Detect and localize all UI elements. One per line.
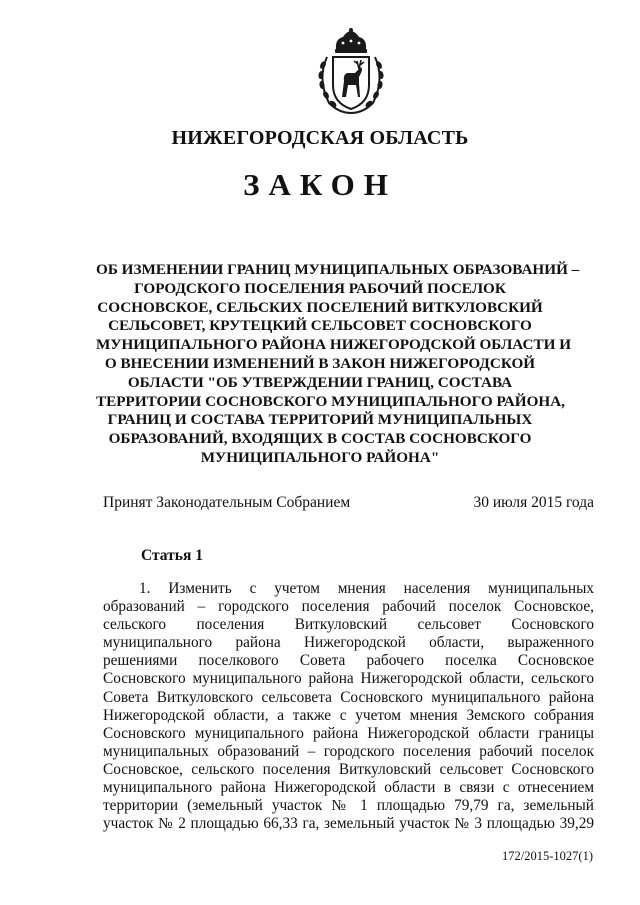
- document-code: 172/2015-1027(1): [502, 849, 593, 863]
- article-line: Сосновское, сельского поселения Виткуловский сельсовет Сосновского: [103, 760, 594, 778]
- article-line: Нижегородской области, а также с учетом мнения Земского собрания: [103, 706, 594, 724]
- article-line: участок № 2 площадью 66,33 га, земельный участок № 3 площадью 39,29: [103, 815, 594, 833]
- law-title-line: ТЕРРИТОРИИ СОСНОВСКОГО МУНИЦИПАЛЬНОГО РАЙОНА,: [96, 392, 565, 410]
- law-title-line: МУНИЦИПАЛЬНОГО РАЙОНА НИЖЕГОРОДСКОЙ ОБЛАСТИ И: [96, 336, 572, 354]
- law-title-line: СЕЛЬСОВЕТ, КРУТЕЦКИЙ СЕЛЬСОВЕТ СОСНОВСКОГО: [108, 317, 532, 335]
- article-line: муниципального района Нижегородской области, выраженного: [103, 634, 594, 652]
- coat-of-arms-icon: [313, 27, 389, 115]
- article-heading: Статья 1: [141, 547, 203, 564]
- law-title-line: ОБЛАСТИ "ОБ УТВЕРЖДЕНИИ ГРАНИЦ, СОСТАВА: [127, 373, 513, 391]
- law-title-line: ГОРОДСКОГО ПОСЕЛЕНИЯ РАБОЧИЙ ПОСЕЛОК: [134, 279, 506, 297]
- article-line: муниципальных образований – городского поселения рабочий поселок: [103, 742, 594, 760]
- law-title-line: ОБ ИЗМЕНЕНИИ ГРАНИЦ МУНИЦИПАЛЬНЫХ ОБРАЗОВАНИЙ –: [96, 261, 580, 278]
- article-line: сельского поселения Виткуловский сельсовет Сосновского: [103, 616, 594, 634]
- article-line: Сосновского муниципального района Нижегородской области, сельского: [103, 670, 594, 688]
- law-title: [96, 261, 580, 468]
- law-title-line: О ВНЕСЕНИИ ИЗМЕНЕНИЙ В ЗАКОН НИЖЕГОРОДСКОЙ: [104, 354, 536, 372]
- adoption-info: [103, 494, 594, 512]
- law-title-line: ОБРАЗОВАНИЙ, ВХОДЯЩИХ В СОСТАВ СОСНОВСКОГО: [108, 430, 532, 448]
- article-line: 1. Изменить с учетом мнения населения муниципальных: [139, 580, 594, 597]
- law-title-line: МУНИЦИПАЛЬНОГО РАЙОНА": [200, 448, 440, 466]
- document-type: ЗАКОН: [243, 167, 397, 202]
- article-line: Сосновского муниципального района Нижегородской области границы: [103, 724, 594, 742]
- law-title-line: ГРАНИЦ И СОСТАВА ТЕРРИТОРИЙ МУНИЦИПАЛЬНЫХ: [107, 411, 533, 429]
- article-line: территории (земельный участок № 1 площадью 79,79 га, земельный: [103, 797, 594, 815]
- adoption-date: 30 июля 2015 года: [473, 494, 594, 511]
- article-line: Совета Виткуловского сельсовета Сосновского муниципального района: [103, 688, 594, 706]
- article-line: образований – городского поселения рабочий поселок Сосновское,: [103, 598, 594, 616]
- article-line: муниципального района Нижегородской области в связи с отнесением: [103, 779, 594, 797]
- law-title-line: СОСНОВСКОЕ, СЕЛЬСКИХ ПОСЕЛЕНИЙ ВИТКУЛОВСКИЙ: [97, 298, 543, 316]
- article-line: решениями поселкового Совета рабочего поселка Сосновское: [103, 652, 594, 670]
- adoption-label: Принят Законодательным Собранием: [103, 494, 351, 511]
- region-name: НИЖЕГОРОДСКАЯ ОБЛАСТЬ: [171, 127, 469, 149]
- article-body: [103, 580, 594, 833]
